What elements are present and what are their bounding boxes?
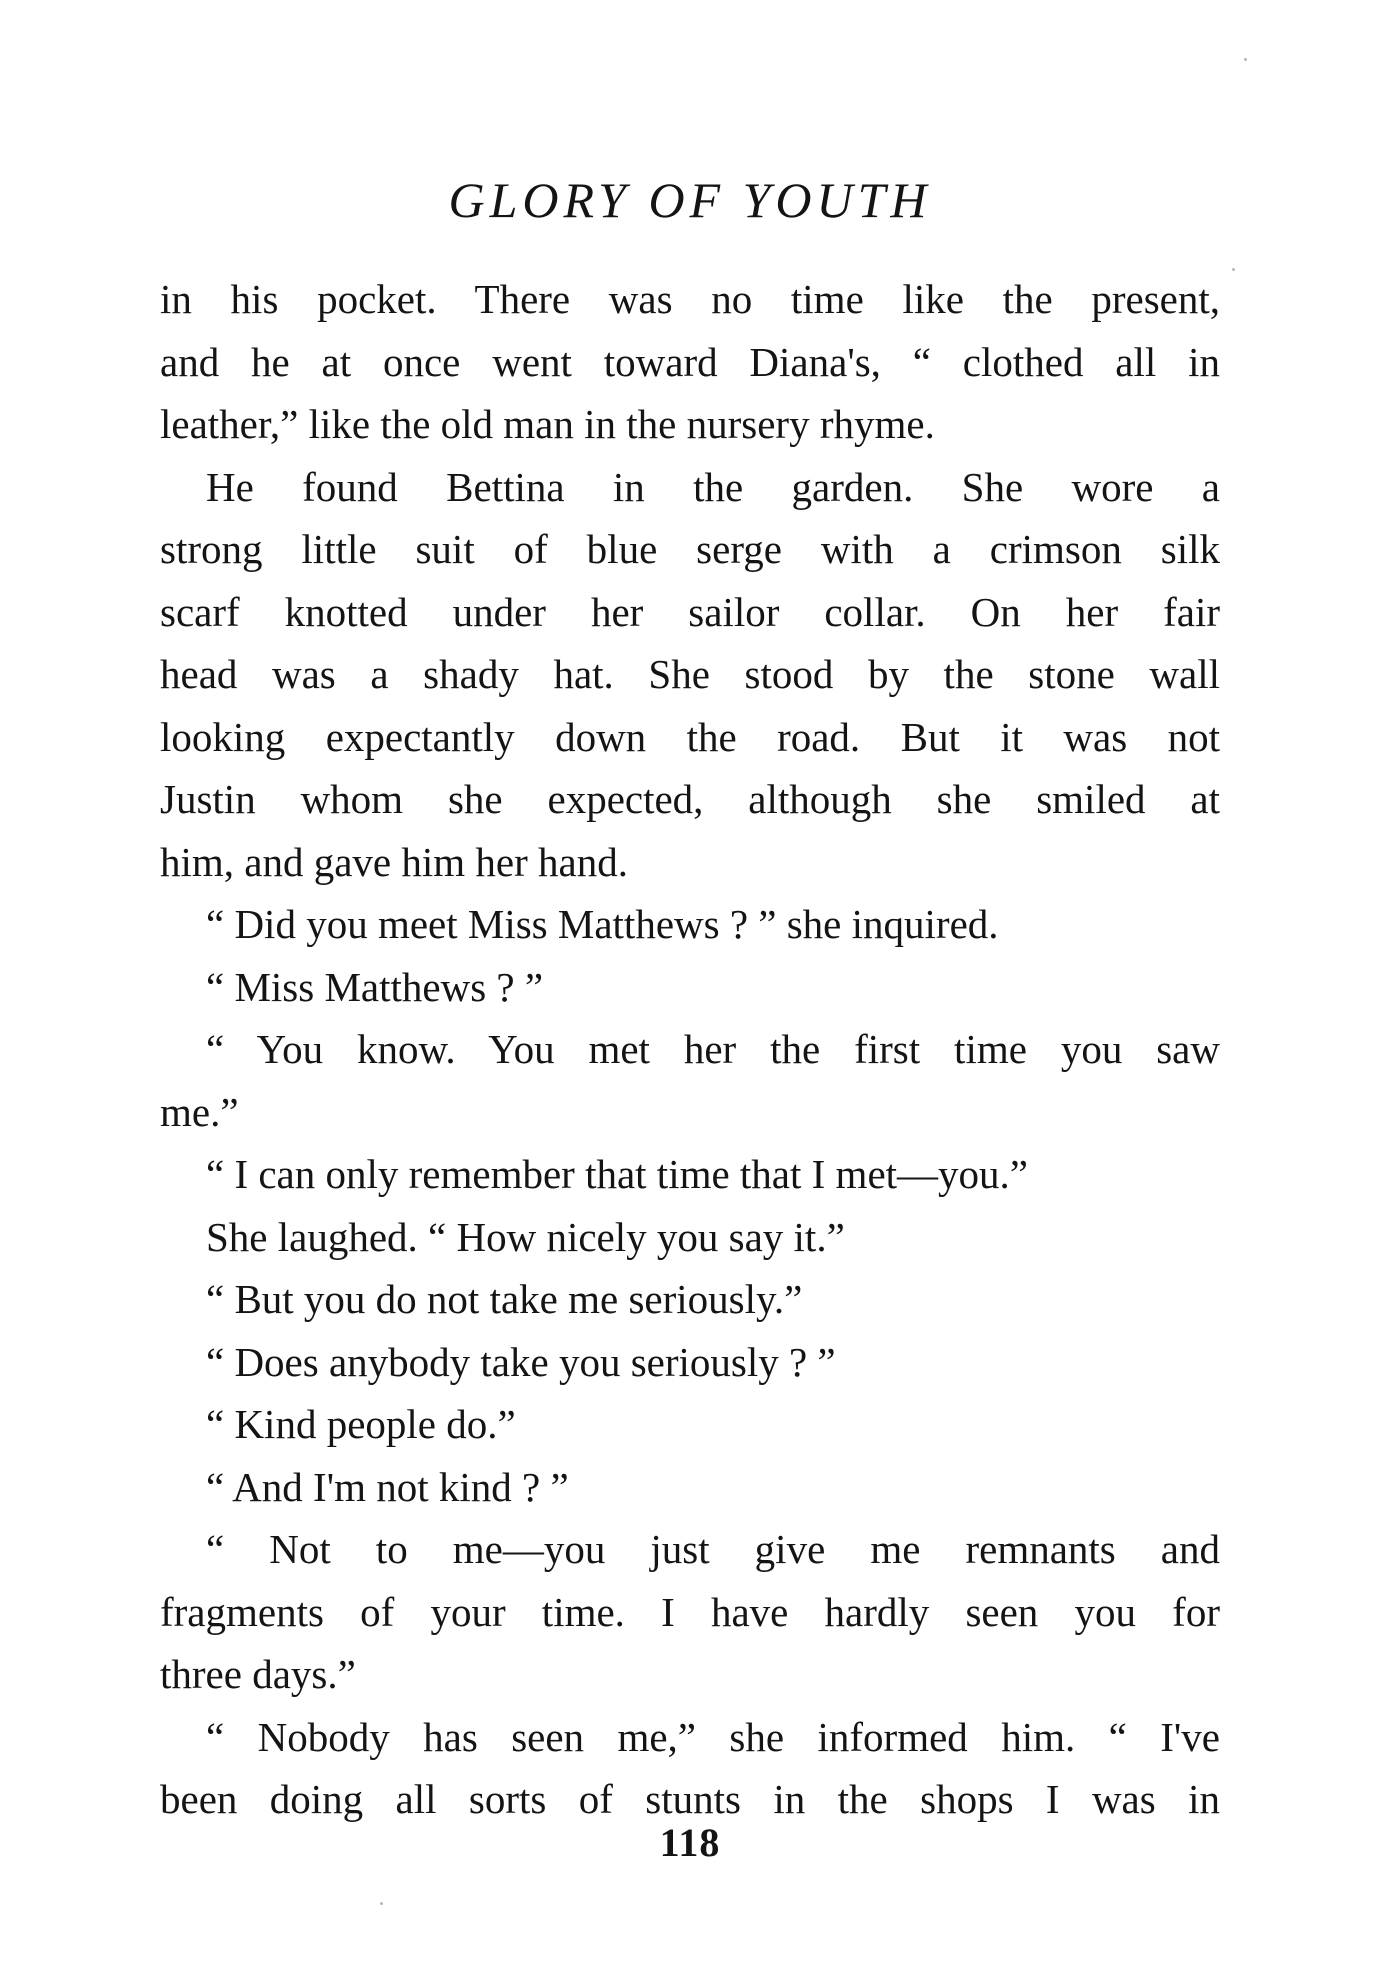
text-line: in his pocket. There was no time like the present, <box>160 276 1220 322</box>
text-line: three days.” <box>160 1651 356 1697</box>
text-line: looking expectantly down the road. But it was not <box>160 713 1220 760</box>
text-line: been doing all sorts of stunts in the shops I was in <box>160 1776 1220 1822</box>
text-line: “ You know. You met her the first time you saw <box>206 1026 1220 1072</box>
text-line: Justin whom she expected, although she smiled at <box>160 776 1220 822</box>
text-line: “ And I'm not kind ? ” <box>206 1463 569 1510</box>
text-line: and he at once went toward Diana's, “ clothed all in <box>160 338 1220 385</box>
text-line: “ Did you meet Miss Matthews ? ” she inquired. <box>206 901 999 947</box>
text-line: leather,” like the old man in the nursery rhyme. <box>160 401 935 447</box>
text-line: “ Kind people do.” <box>206 1401 516 1447</box>
text-line: “ Miss Matthews ? ” <box>206 963 544 1010</box>
text-line: “ But you do not take me seriously.” <box>206 1276 803 1322</box>
text-line: He found Bettina in the garden. She wore a <box>206 463 1220 510</box>
text-line: “ I can only remember that time that I met—you.” <box>206 1151 1028 1197</box>
text-line: She laughed. “ How nicely you say it.” <box>206 1213 845 1260</box>
text-line: strong little suit of blue serge with a crimson silk <box>160 526 1220 572</box>
text-line: “ Not to me—you just give me remnants and <box>206 1526 1220 1572</box>
text-line: head was a shady hat. She stood by the stone wall <box>160 651 1220 697</box>
paper-speck <box>1232 268 1235 271</box>
paper-speck <box>1244 58 1247 61</box>
text-line: scarf knotted under her sailor collar. On her fair <box>160 588 1220 635</box>
body-text <box>160 268 1220 1831</box>
running-head: GLORY OF YOUTH <box>448 172 932 228</box>
paper-speck <box>380 1902 383 1905</box>
text-line: him, and gave him her hand. <box>160 838 628 885</box>
text-line: “ Does anybody take you seriously ? ” <box>206 1338 836 1385</box>
text-line: me.” <box>160 1088 239 1135</box>
text-line: “ Nobody has seen me,” she informed him. “ I've <box>206 1713 1220 1760</box>
text-line: fragments of your time. I have hardly seen you for <box>160 1588 1220 1635</box>
page-number: 118 <box>659 1820 721 1865</box>
